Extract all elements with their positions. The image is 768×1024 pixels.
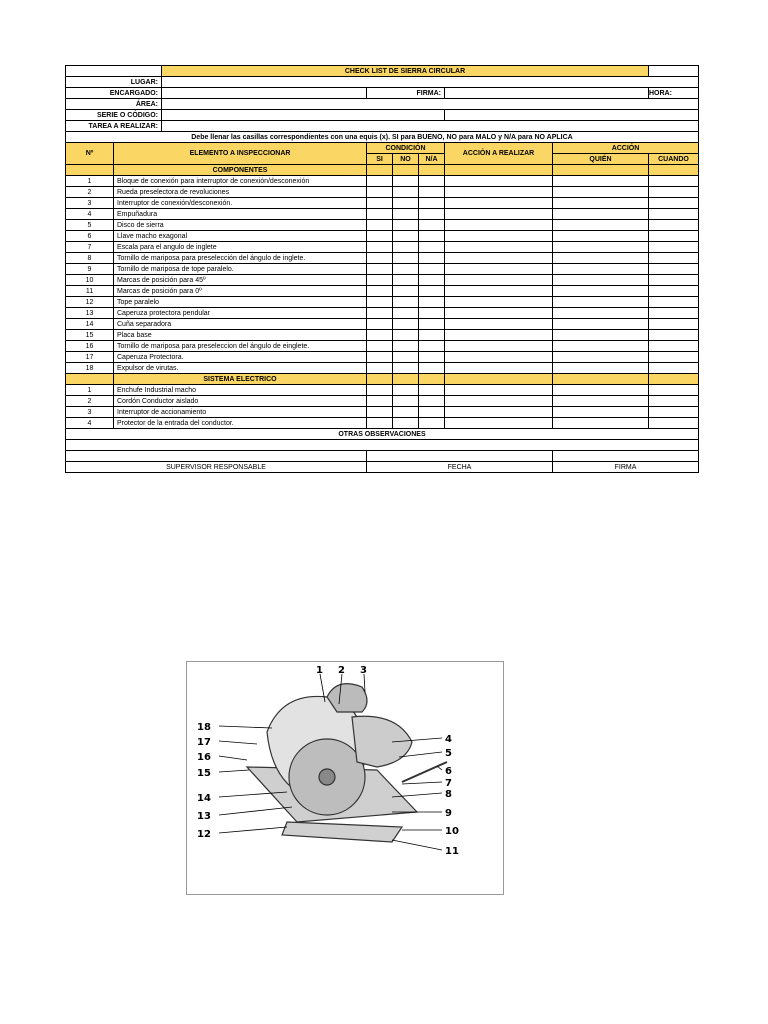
check-na[interactable] — [419, 385, 445, 396]
cuando-field[interactable] — [649, 209, 699, 220]
check-no[interactable] — [393, 341, 419, 352]
quien-field[interactable] — [553, 407, 649, 418]
check-si[interactable] — [367, 275, 393, 286]
item-number: 7 — [66, 242, 114, 253]
cuando-field[interactable] — [649, 231, 699, 242]
check-na[interactable] — [419, 396, 445, 407]
table-row — [66, 242, 699, 253]
item-number: 11 — [66, 286, 114, 297]
accion-realizar-field[interactable] — [445, 352, 553, 363]
cuando-field[interactable] — [649, 242, 699, 253]
serie-label: SERIE O CÓDIGO: — [66, 110, 162, 121]
check-na[interactable] — [419, 330, 445, 341]
check-no[interactable] — [393, 209, 419, 220]
cuando-field[interactable] — [649, 396, 699, 407]
firma-final-label: FIRMA — [553, 462, 699, 473]
lugar-field[interactable] — [162, 77, 699, 88]
item-element: Interruptor de accionamiento — [114, 407, 367, 418]
quien-field[interactable] — [553, 396, 649, 407]
quien-field[interactable] — [553, 286, 649, 297]
header-accion-realizar: ACCIÓN A REALIZAR — [445, 143, 553, 165]
otras-observaciones-label: OTRAS OBSERVACIONES — [66, 429, 699, 440]
check-no[interactable] — [393, 319, 419, 330]
accion-realizar-field[interactable] — [445, 363, 553, 374]
table-row — [66, 220, 699, 231]
check-no[interactable] — [393, 220, 419, 231]
check-no[interactable] — [393, 286, 419, 297]
quien-field[interactable] — [553, 231, 649, 242]
item-element: Llave macho exagonal — [114, 231, 367, 242]
diagram-label-12: 12 — [197, 829, 211, 840]
item-element: Marcas de posición para 0º — [114, 286, 367, 297]
accion-realizar-field[interactable] — [445, 418, 553, 429]
check-si[interactable] — [367, 187, 393, 198]
table-row — [66, 418, 699, 429]
header-quien: QUIÉN — [553, 154, 649, 165]
check-na[interactable] — [419, 352, 445, 363]
item-number: 9 — [66, 264, 114, 275]
table-row — [66, 253, 699, 264]
item-number: 17 — [66, 352, 114, 363]
accion-realizar-field[interactable] — [445, 396, 553, 407]
item-number: 18 — [66, 363, 114, 374]
section-cell — [393, 374, 419, 385]
fecha-label: FECHA — [367, 462, 553, 473]
accion-realizar-field[interactable] — [445, 407, 553, 418]
item-element: Rueda preselectora de revoluciones — [114, 187, 367, 198]
area-field[interactable] — [162, 99, 699, 110]
diagram-label-8: 8 — [445, 789, 452, 800]
accion-realizar-field[interactable] — [445, 264, 553, 275]
diagram-label-7: 7 — [445, 778, 452, 789]
check-na[interactable] — [419, 176, 445, 187]
table-row — [66, 187, 699, 198]
section-cell — [419, 165, 445, 176]
item-element: Tornillo de mariposa para preseleccion del ángulo de einglete. — [114, 341, 367, 352]
check-si[interactable] — [367, 385, 393, 396]
item-number: 3 — [66, 407, 114, 418]
section-num-blank — [66, 165, 114, 176]
check-si[interactable] — [367, 363, 393, 374]
diagram-label-17: 17 — [197, 737, 211, 748]
table-row — [66, 286, 699, 297]
diagram-label-11: 11 — [445, 846, 459, 857]
cuando-field[interactable] — [649, 176, 699, 187]
check-na[interactable] — [419, 220, 445, 231]
fecha-field[interactable] — [367, 451, 553, 462]
check-na[interactable] — [419, 275, 445, 286]
quien-field[interactable] — [553, 352, 649, 363]
item-element: Enchufe Industrial macho — [114, 385, 367, 396]
check-si[interactable] — [367, 176, 393, 187]
accion-realizar-field[interactable] — [445, 385, 553, 396]
sections-body — [66, 165, 699, 429]
check-si[interactable] — [367, 198, 393, 209]
section-header-row — [66, 165, 699, 176]
accion-realizar-field[interactable] — [445, 275, 553, 286]
quien-field[interactable] — [553, 418, 649, 429]
header-accion: ACCIÓN — [553, 143, 699, 154]
cuando-field[interactable] — [649, 264, 699, 275]
header-no: NO — [393, 154, 419, 165]
table-row — [66, 363, 699, 374]
diagram-label-10: 10 — [445, 826, 459, 837]
accion-realizar-field[interactable] — [445, 187, 553, 198]
check-si[interactable] — [367, 253, 393, 264]
quien-field[interactable] — [553, 220, 649, 231]
item-element: Tornillo de mariposa para preselección del ángulo de inglete. — [114, 253, 367, 264]
check-no[interactable] — [393, 407, 419, 418]
item-element: Tornillo de mariposa de tope paralelo. — [114, 264, 367, 275]
accion-realizar-field[interactable] — [445, 242, 553, 253]
check-no[interactable] — [393, 308, 419, 319]
area-label: ÁREA: — [66, 99, 162, 110]
quien-field[interactable] — [553, 198, 649, 209]
table-row — [66, 396, 699, 407]
section-title: COMPONENTES — [114, 165, 367, 176]
accion-realizar-field[interactable] — [445, 319, 553, 330]
accion-realizar-field[interactable] — [445, 341, 553, 352]
diagram-label-16: 16 — [197, 752, 211, 763]
quien-field[interactable] — [553, 297, 649, 308]
check-si[interactable] — [367, 407, 393, 418]
cuando-field[interactable] — [649, 363, 699, 374]
quien-field[interactable] — [553, 253, 649, 264]
check-no[interactable] — [393, 297, 419, 308]
item-element: Marcas de posición para 45º — [114, 275, 367, 286]
check-na[interactable] — [419, 231, 445, 242]
table-row — [66, 231, 699, 242]
item-element: Escala para el angulo de inglete — [114, 242, 367, 253]
section-cell — [649, 165, 699, 176]
item-number: 14 — [66, 319, 114, 330]
diagram-label-6: 6 — [445, 766, 452, 777]
check-si[interactable] — [367, 209, 393, 220]
item-number: 4 — [66, 418, 114, 429]
serie-field[interactable] — [162, 110, 445, 121]
section-cell — [393, 165, 419, 176]
page-title: CHECK LIST DE SIERRA CIRCULAR — [162, 66, 649, 77]
item-element: Disco de sierra — [114, 220, 367, 231]
item-element: Tope paralelo — [114, 297, 367, 308]
check-si[interactable] — [367, 286, 393, 297]
item-number: 10 — [66, 275, 114, 286]
check-no[interactable] — [393, 187, 419, 198]
item-element: Caperuza protectora pendular — [114, 308, 367, 319]
supervisor-field[interactable] — [66, 451, 367, 462]
check-na[interactable] — [419, 286, 445, 297]
header-condicion: CONDICIÓN — [367, 143, 445, 154]
cuando-field[interactable] — [649, 308, 699, 319]
encargado-field[interactable] — [162, 88, 367, 99]
title-right-blank — [649, 66, 699, 77]
check-no[interactable] — [393, 330, 419, 341]
cuando-field[interactable] — [649, 275, 699, 286]
table-row — [66, 330, 699, 341]
table-row — [66, 275, 699, 286]
diagram-label-1: 1 — [316, 665, 323, 676]
table-row — [66, 308, 699, 319]
quien-field[interactable] — [553, 385, 649, 396]
item-number: 13 — [66, 308, 114, 319]
section-title: SISTEMA ELECTRICO — [114, 374, 367, 385]
quien-field[interactable] — [553, 209, 649, 220]
header-elemento: ELEMENTO A INSPECCIONAR — [114, 143, 367, 165]
quien-field[interactable] — [553, 264, 649, 275]
check-no[interactable] — [393, 198, 419, 209]
quien-field[interactable] — [553, 341, 649, 352]
tarea-field[interactable] — [162, 121, 699, 132]
accion-realizar-field[interactable] — [445, 220, 553, 231]
circular-saw-diagram — [186, 661, 504, 895]
check-na[interactable] — [419, 264, 445, 275]
item-number: 1 — [66, 385, 114, 396]
section-cell — [445, 374, 553, 385]
item-number: 3 — [66, 198, 114, 209]
table-row — [66, 297, 699, 308]
check-na[interactable] — [419, 319, 445, 330]
item-element: Expulsor de virutas. — [114, 363, 367, 374]
check-si[interactable] — [367, 396, 393, 407]
diagram-label-13: 13 — [197, 811, 211, 822]
cuando-field[interactable] — [649, 297, 699, 308]
item-element: Cordón Conductor aislado — [114, 396, 367, 407]
otras-observaciones-field[interactable] — [66, 440, 699, 451]
table-row — [66, 352, 699, 363]
check-na[interactable] — [419, 187, 445, 198]
circular-saw-illustration — [187, 662, 503, 894]
accion-realizar-field[interactable] — [445, 209, 553, 220]
item-element: Caperuza Protectora. — [114, 352, 367, 363]
quien-field[interactable] — [553, 242, 649, 253]
cuando-field[interactable] — [649, 220, 699, 231]
cuando-field[interactable] — [649, 286, 699, 297]
check-si[interactable] — [367, 308, 393, 319]
check-na[interactable] — [419, 418, 445, 429]
check-no[interactable] — [393, 253, 419, 264]
quien-field[interactable] — [553, 275, 649, 286]
check-si[interactable] — [367, 297, 393, 308]
table-row — [66, 264, 699, 275]
diagram-label-3: 3 — [360, 665, 367, 676]
hora-label: HORA: — [649, 89, 672, 97]
accion-realizar-field[interactable] — [445, 253, 553, 264]
check-no[interactable] — [393, 176, 419, 187]
header-num: Nº — [66, 143, 114, 165]
table-row — [66, 407, 699, 418]
firma-field[interactable] — [445, 88, 649, 99]
table-row — [66, 385, 699, 396]
section-cell — [419, 374, 445, 385]
check-na[interactable] — [419, 341, 445, 352]
checklist-table — [65, 65, 699, 473]
check-si[interactable] — [367, 418, 393, 429]
item-number: 8 — [66, 253, 114, 264]
diagram-label-5: 5 — [445, 748, 452, 759]
cuando-field[interactable] — [649, 385, 699, 396]
table-row — [66, 198, 699, 209]
check-no[interactable] — [393, 363, 419, 374]
check-na[interactable] — [419, 253, 445, 264]
check-si[interactable] — [367, 231, 393, 242]
cuando-field[interactable] — [649, 330, 699, 341]
table-row — [66, 319, 699, 330]
item-element: Empuñadura — [114, 209, 367, 220]
item-number: 16 — [66, 341, 114, 352]
cuando-field[interactable] — [649, 418, 699, 429]
accion-realizar-field[interactable] — [445, 297, 553, 308]
cuando-field[interactable] — [649, 341, 699, 352]
check-no[interactable] — [393, 231, 419, 242]
quien-field[interactable] — [553, 187, 649, 198]
section-cell — [649, 374, 699, 385]
check-no[interactable] — [393, 242, 419, 253]
section-cell — [445, 165, 553, 176]
check-si[interactable] — [367, 319, 393, 330]
section-header-row — [66, 374, 699, 385]
item-number: 6 — [66, 231, 114, 242]
item-number: 5 — [66, 220, 114, 231]
check-na[interactable] — [419, 407, 445, 418]
table-row — [66, 176, 699, 187]
item-number: 2 — [66, 187, 114, 198]
item-element: Protector de la entrada del conductor. — [114, 418, 367, 429]
check-no[interactable] — [393, 264, 419, 275]
cuando-field[interactable] — [649, 352, 699, 363]
quien-field[interactable] — [553, 176, 649, 187]
diagram-label-18: 18 — [197, 722, 211, 733]
serie-extra-field[interactable] — [445, 110, 699, 121]
table-row — [66, 209, 699, 220]
check-si[interactable] — [367, 264, 393, 275]
supervisor-label: SUPERVISOR RESPONSABLE — [66, 462, 367, 473]
item-element: Bloque de conexión para interruptor de conexión/desconexión — [114, 176, 367, 187]
accion-realizar-field[interactable] — [445, 231, 553, 242]
tarea-label: TAREA A REALIZAR: — [66, 121, 162, 132]
check-si[interactable] — [367, 352, 393, 363]
item-element: Interruptor de conexión/desconexión. — [114, 198, 367, 209]
item-number: 2 — [66, 396, 114, 407]
section-cell — [553, 374, 649, 385]
accion-realizar-field[interactable] — [445, 308, 553, 319]
section-num-blank — [66, 374, 114, 385]
item-number: 12 — [66, 297, 114, 308]
firma-final-field[interactable] — [553, 451, 699, 462]
cuando-field[interactable] — [649, 187, 699, 198]
check-na[interactable] — [419, 363, 445, 374]
check-na[interactable] — [419, 242, 445, 253]
check-na[interactable] — [419, 209, 445, 220]
section-cell — [553, 165, 649, 176]
check-no[interactable] — [393, 275, 419, 286]
check-si[interactable] — [367, 330, 393, 341]
item-element: Cuña separadora — [114, 319, 367, 330]
item-element: Placa base — [114, 330, 367, 341]
check-no[interactable] — [393, 352, 419, 363]
header-na: N/A — [419, 154, 445, 165]
quien-field[interactable] — [553, 319, 649, 330]
cuando-field[interactable] — [649, 198, 699, 209]
header-si: SI — [367, 154, 393, 165]
diagram-label-4: 4 — [445, 734, 452, 745]
lugar-label: LUGAR: — [66, 77, 162, 88]
instructions-text: Debe llenar las casillas correspondientes con una equis (x). SI para BUENO, NO para MALO y N/A para NO APLICA — [66, 132, 699, 143]
check-si[interactable] — [367, 341, 393, 352]
check-no[interactable] — [393, 396, 419, 407]
check-no[interactable] — [393, 385, 419, 396]
checklist-sheet — [65, 65, 698, 473]
check-na[interactable] — [419, 308, 445, 319]
diagram-label-2: 2 — [338, 665, 345, 676]
accion-realizar-field[interactable] — [445, 176, 553, 187]
firma-label: FIRMA: — [367, 88, 445, 99]
section-cell — [367, 165, 393, 176]
item-number: 4 — [66, 209, 114, 220]
diagram-label-15: 15 — [197, 768, 211, 779]
cuando-field[interactable] — [649, 253, 699, 264]
diagram-label-14: 14 — [197, 793, 211, 804]
item-number: 1 — [66, 176, 114, 187]
hora-field-wrap[interactable] — [649, 88, 699, 99]
item-number: 15 — [66, 330, 114, 341]
diagram-label-9: 9 — [445, 808, 452, 819]
cuando-field[interactable] — [649, 407, 699, 418]
check-na[interactable] — [419, 297, 445, 308]
check-na[interactable] — [419, 198, 445, 209]
accion-realizar-field[interactable] — [445, 286, 553, 297]
check-si[interactable] — [367, 242, 393, 253]
quien-field[interactable] — [553, 308, 649, 319]
quien-field[interactable] — [553, 363, 649, 374]
table-row — [66, 341, 699, 352]
section-cell — [367, 374, 393, 385]
encargado-label: ENCARGADO: — [66, 88, 162, 99]
check-si[interactable] — [367, 220, 393, 231]
cuando-field[interactable] — [649, 319, 699, 330]
accion-realizar-field[interactable] — [445, 198, 553, 209]
quien-field[interactable] — [553, 330, 649, 341]
title-left-blank — [66, 66, 162, 77]
check-no[interactable] — [393, 418, 419, 429]
header-cuando: CUANDO — [649, 154, 699, 165]
accion-realizar-field[interactable] — [445, 330, 553, 341]
